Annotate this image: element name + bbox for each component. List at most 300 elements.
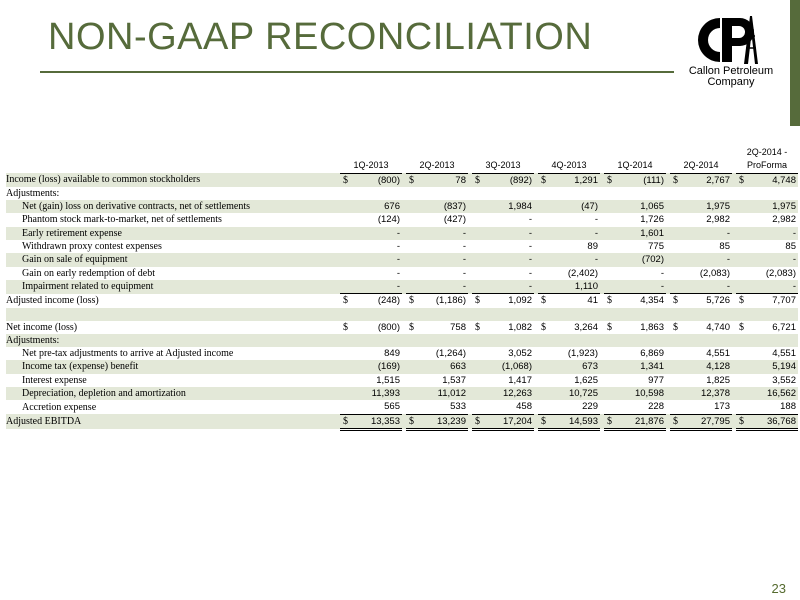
- row-label: Withdrawn proxy contest expenses: [22, 241, 162, 253]
- table-cell: 2,982: [706, 214, 730, 226]
- currency-symbol: [472, 187, 482, 200]
- table-row: [6, 321, 798, 334]
- table-cell: 13,239: [416, 414, 468, 429]
- column-header: [670, 146, 732, 159]
- table-header-row: [6, 159, 798, 173]
- table-cell: 228: [648, 401, 664, 413]
- table-cell: -: [548, 227, 600, 240]
- currency-symbol: [406, 213, 416, 226]
- currency-symbol: [736, 227, 746, 240]
- table-cell: [416, 308, 468, 321]
- table-cell: [416, 334, 468, 347]
- table-cell: 1,984: [482, 200, 534, 213]
- currency-symbol: [472, 280, 482, 294]
- row-label: Net (gain) loss on derivative contracts, net of settlements: [6, 200, 340, 213]
- table-cell: [548, 187, 600, 200]
- currency-symbol: [736, 308, 746, 321]
- table-cell: [482, 308, 534, 321]
- currency-symbol: [472, 374, 482, 387]
- currency-symbol: $: [472, 173, 482, 187]
- currency-symbol: [604, 374, 614, 387]
- currency-symbol: $: [406, 414, 416, 429]
- currency-symbol: [406, 267, 416, 280]
- currency-symbol: [340, 308, 350, 321]
- currency-symbol: [736, 240, 746, 253]
- currency-symbol: $: [736, 294, 746, 308]
- table-cell: 12,378: [680, 387, 732, 400]
- table-cell: 1,082: [508, 321, 532, 333]
- currency-symbol: [604, 308, 614, 321]
- currency-symbol: [406, 240, 416, 253]
- table-cell: -: [350, 253, 402, 266]
- column-header: ProForma: [736, 159, 798, 173]
- table-cell: 458: [516, 401, 532, 413]
- table-cell: 4,128: [680, 360, 732, 373]
- table-cell: -: [548, 253, 600, 266]
- table-cell: (169): [350, 360, 402, 373]
- table-cell: 1,975: [680, 200, 732, 213]
- table-row: [6, 240, 798, 253]
- slide-title: NON-GAAP RECONCILIATION: [48, 16, 593, 58]
- currency-symbol: [736, 280, 746, 294]
- table-cell: -: [680, 280, 732, 294]
- table-cell: 6,869: [640, 348, 664, 360]
- currency-symbol: [472, 308, 482, 321]
- table-row: [6, 187, 798, 200]
- currency-symbol: [406, 374, 416, 387]
- currency-symbol: $: [670, 294, 680, 308]
- currency-symbol: [340, 334, 350, 347]
- table-cell: 188: [780, 401, 796, 413]
- table-cell: 1,625: [574, 374, 598, 386]
- currency-symbol: [538, 253, 548, 266]
- table-cell: 1,065: [614, 200, 666, 213]
- callon-cp-derrick-logo-icon: [680, 12, 780, 68]
- table-cell: -: [416, 280, 468, 294]
- currency-symbol: [736, 347, 746, 360]
- table-cell: 775: [648, 241, 664, 253]
- table-cell: [614, 334, 666, 347]
- table-cell: 11,393: [350, 387, 402, 400]
- table-cell: 2,982: [772, 214, 796, 226]
- column-header: 1Q-2014: [604, 159, 666, 173]
- table-cell: 1,417: [508, 374, 532, 386]
- logo-line-2: Company: [707, 76, 755, 88]
- table-row: [6, 387, 798, 400]
- currency-symbol: [604, 213, 614, 226]
- currency-symbol: $: [472, 294, 482, 308]
- currency-symbol: [670, 253, 680, 266]
- table-cell: 1,291: [548, 173, 600, 187]
- currency-symbol: [406, 253, 416, 266]
- row-label: Depreciation, depletion and amortization: [6, 387, 340, 400]
- currency-symbol: [340, 400, 350, 414]
- currency-symbol: [604, 280, 614, 294]
- table-cell: -: [482, 227, 534, 240]
- table-cell: [680, 308, 732, 321]
- table-row: [6, 227, 798, 240]
- currency-symbol: [538, 308, 548, 321]
- currency-symbol: [406, 360, 416, 373]
- table-row: [6, 308, 798, 321]
- currency-symbol: $: [604, 173, 614, 187]
- table-cell: -: [350, 280, 402, 294]
- table-cell: 1,825: [706, 374, 730, 386]
- table-cell: 41: [548, 294, 600, 308]
- table-cell: -: [416, 253, 468, 266]
- table-row: [6, 253, 798, 266]
- currency-symbol: [604, 240, 614, 253]
- currency-symbol: [406, 347, 416, 360]
- table-cell: 85: [719, 241, 730, 253]
- table-cell: -: [746, 280, 798, 294]
- currency-symbol: [736, 213, 746, 226]
- currency-symbol: [406, 227, 416, 240]
- table-row: [6, 200, 798, 213]
- row-label: Adjusted EBITDA: [6, 414, 340, 429]
- table-cell: -: [594, 214, 598, 226]
- table-cell: 1,110: [548, 280, 600, 294]
- table-cell: [482, 334, 534, 347]
- column-header: [406, 146, 468, 159]
- currency-symbol: [406, 308, 416, 321]
- column-header: 2Q-2014: [670, 159, 732, 173]
- currency-symbol: [670, 227, 680, 240]
- table-cell: (1,264): [435, 348, 466, 360]
- currency-symbol: $: [538, 414, 548, 429]
- column-header: [340, 146, 402, 159]
- currency-symbol: [670, 213, 680, 226]
- table-cell: [350, 334, 402, 347]
- table-cell: (248): [350, 294, 402, 308]
- currency-symbol: [736, 200, 746, 213]
- table-cell: 16,562: [746, 387, 798, 400]
- currency-symbol: [604, 334, 614, 347]
- table-cell: -: [462, 267, 466, 279]
- table-cell: [746, 187, 798, 200]
- table-cell: (1,923): [567, 348, 598, 360]
- table-cell: 10,725: [548, 387, 600, 400]
- currency-symbol: [670, 360, 680, 373]
- currency-symbol: [736, 360, 746, 373]
- table-cell: 12,263: [482, 387, 534, 400]
- table-cell: 1,601: [614, 227, 666, 240]
- currency-symbol: [670, 400, 680, 414]
- currency-symbol: $: [340, 414, 350, 429]
- currency-symbol: $: [541, 321, 546, 333]
- table-cell: 1,092: [482, 294, 534, 308]
- table-cell: 3,264: [574, 321, 598, 333]
- table-cell: [680, 334, 732, 347]
- table-cell: (427): [443, 214, 466, 226]
- currency-symbol: [472, 334, 482, 347]
- table-cell: 4,354: [614, 294, 666, 308]
- table-row: [6, 414, 798, 429]
- currency-symbol: [538, 213, 548, 226]
- currency-symbol: [736, 187, 746, 200]
- currency-symbol: [406, 280, 416, 294]
- currency-symbol: [472, 213, 482, 226]
- table-cell: [548, 308, 600, 321]
- table-cell: -: [614, 280, 666, 294]
- currency-symbol: [604, 400, 614, 414]
- table-cell: 977: [648, 374, 664, 386]
- row-label: Income (loss) available to common stockholders: [6, 173, 340, 187]
- column-header: 3Q-2013: [472, 159, 534, 173]
- currency-symbol: $: [472, 414, 482, 429]
- table-cell: 3,552: [772, 374, 796, 386]
- currency-symbol: [340, 200, 350, 213]
- currency-symbol: [538, 187, 548, 200]
- table-header-row: [6, 146, 798, 159]
- currency-symbol: $: [538, 173, 548, 187]
- column-header: 1Q-2013: [340, 159, 402, 173]
- column-header: 4Q-2013: [538, 159, 600, 173]
- table-cell: -: [746, 227, 798, 240]
- row-label: Net income (loss): [6, 321, 78, 333]
- currency-symbol: $: [673, 321, 678, 333]
- currency-symbol: [406, 187, 416, 200]
- table-cell: 10,598: [614, 387, 666, 400]
- row-label: Phantom stock mark-to-market, net of settlements: [22, 214, 222, 226]
- currency-symbol: [670, 280, 680, 294]
- currency-symbol: [340, 387, 350, 400]
- table-cell: (837): [416, 200, 468, 213]
- table-cell: 14,593: [548, 414, 600, 429]
- table-row: [6, 334, 798, 347]
- currency-symbol: [340, 213, 350, 226]
- table-cell: [614, 308, 666, 321]
- table-cell: 1,341: [614, 360, 666, 373]
- table-cell: 27,795: [680, 414, 732, 429]
- currency-symbol: [670, 334, 680, 347]
- currency-symbol: $: [340, 294, 350, 308]
- currency-symbol: [736, 387, 746, 400]
- currency-symbol: [736, 253, 746, 266]
- currency-symbol: [472, 387, 482, 400]
- table-cell: 758: [450, 321, 466, 333]
- title-divider: [40, 71, 674, 73]
- currency-symbol: [472, 360, 482, 373]
- currency-symbol: [472, 347, 482, 360]
- currency-symbol: [604, 200, 614, 213]
- currency-symbol: [472, 267, 482, 280]
- table-row: [6, 360, 798, 373]
- table-cell: -: [660, 267, 664, 279]
- table-cell: -: [462, 241, 466, 253]
- currency-symbol: [538, 240, 548, 253]
- table-cell: -: [396, 267, 400, 279]
- currency-symbol: $: [409, 321, 414, 333]
- table-cell: 78: [416, 173, 468, 187]
- column-header: 2Q-2014 -: [746, 147, 788, 157]
- table-cell: 17,204: [482, 414, 534, 429]
- table-cell: [350, 308, 402, 321]
- table-cell: -: [680, 227, 732, 240]
- table-cell: 89: [587, 241, 598, 253]
- table-cell: (124): [377, 214, 400, 226]
- currency-symbol: [340, 227, 350, 240]
- currency-symbol: [538, 227, 548, 240]
- currency-symbol: [340, 360, 350, 373]
- currency-symbol: $: [604, 414, 614, 429]
- currency-symbol: [472, 200, 482, 213]
- table-cell: -: [416, 227, 468, 240]
- table-cell: 2,767: [680, 173, 732, 187]
- table-cell: -: [350, 227, 402, 240]
- table-cell: 676: [350, 200, 402, 213]
- logo-wordmark: [676, 66, 786, 88]
- currency-symbol: [736, 400, 746, 414]
- table-cell: 4,740: [706, 321, 730, 333]
- accent-bar: [790, 0, 800, 126]
- table-cell: -: [482, 280, 534, 294]
- currency-symbol: [670, 347, 680, 360]
- currency-symbol: [340, 374, 350, 387]
- row-label: Gain on early redemption of debt: [22, 267, 156, 279]
- table-cell: 673: [548, 360, 600, 373]
- table-row: [6, 294, 798, 308]
- column-header: 2Q-2013: [406, 159, 468, 173]
- currency-symbol: [340, 347, 350, 360]
- table-cell: (1,186): [416, 294, 468, 308]
- currency-symbol: $: [604, 294, 614, 308]
- table-cell: [746, 334, 798, 347]
- row-label: Gain on sale of equipment: [6, 253, 340, 266]
- currency-symbol: [538, 387, 548, 400]
- table-cell: [614, 187, 666, 200]
- currency-symbol: [736, 267, 746, 280]
- currency-symbol: [604, 387, 614, 400]
- table-cell: -: [396, 241, 400, 253]
- table-cell: 565: [384, 401, 400, 413]
- column-header: [472, 146, 534, 159]
- currency-symbol: [670, 240, 680, 253]
- currency-symbol: [538, 374, 548, 387]
- table-row: [6, 280, 798, 294]
- table-cell: -: [528, 267, 532, 279]
- row-label: Accretion expense: [22, 401, 97, 413]
- table-cell: [746, 308, 798, 321]
- table-cell: (2,402): [567, 267, 598, 279]
- logo-line-1: Callon Petroleum: [688, 65, 774, 77]
- table-cell: 21,876: [614, 414, 666, 429]
- currency-symbol: $: [406, 294, 416, 308]
- currency-symbol: [670, 200, 680, 213]
- table-cell: 173: [714, 401, 730, 413]
- table-cell: (111): [614, 173, 666, 187]
- table-cell: 1,975: [746, 200, 798, 213]
- table-cell: (1,068): [482, 360, 534, 373]
- currency-symbol: [670, 308, 680, 321]
- currency-symbol: $: [343, 321, 348, 333]
- table-cell: 5,726: [680, 294, 732, 308]
- currency-symbol: [736, 334, 746, 347]
- currency-symbol: $: [739, 321, 744, 333]
- table-cell: (2,083): [765, 267, 796, 279]
- currency-symbol: $: [475, 321, 480, 333]
- table-cell: 6,721: [772, 321, 796, 333]
- table-cell: -: [680, 253, 732, 266]
- row-label: Interest expense: [22, 374, 87, 386]
- row-label: Impairment related to equipment: [6, 280, 340, 294]
- currency-symbol: [604, 187, 614, 200]
- currency-symbol: [604, 253, 614, 266]
- currency-symbol: [472, 400, 482, 414]
- table-cell: 85: [785, 241, 796, 253]
- table-cell: [548, 334, 600, 347]
- row-label: Adjustments:: [6, 334, 340, 347]
- currency-symbol: $: [538, 294, 548, 308]
- table-cell: 1,726: [640, 214, 664, 226]
- row-label: Early retirement expense: [6, 227, 340, 240]
- table-cell: 13,353: [350, 414, 402, 429]
- table-cell: -: [746, 253, 798, 266]
- table-cell: (702): [614, 253, 666, 266]
- currency-symbol: [340, 187, 350, 200]
- currency-symbol: [736, 374, 746, 387]
- table-cell: 5,194: [746, 360, 798, 373]
- currency-symbol: [670, 387, 680, 400]
- row-label: Income tax (expense) benefit: [6, 360, 340, 373]
- table-cell: (892): [482, 173, 534, 187]
- currency-symbol: [604, 267, 614, 280]
- currency-symbol: [670, 374, 680, 387]
- currency-symbol: [538, 280, 548, 294]
- currency-symbol: [538, 347, 548, 360]
- table-row: [6, 173, 798, 187]
- currency-symbol: [604, 347, 614, 360]
- table-cell: 4,748: [746, 173, 798, 187]
- table-cell: 36,768: [746, 414, 798, 429]
- table-cell: [350, 187, 402, 200]
- currency-symbol: [472, 227, 482, 240]
- currency-symbol: [538, 360, 548, 373]
- currency-symbol: [406, 334, 416, 347]
- table-cell: 533: [450, 401, 466, 413]
- column-header: [538, 146, 600, 159]
- currency-symbol: $: [607, 321, 612, 333]
- currency-symbol: [670, 267, 680, 280]
- currency-symbol: [406, 387, 416, 400]
- table-cell: 4,551: [706, 348, 730, 360]
- currency-symbol: [538, 334, 548, 347]
- currency-symbol: $: [670, 173, 680, 187]
- currency-symbol: $: [340, 173, 350, 187]
- table-cell: 229: [582, 401, 598, 413]
- currency-symbol: [472, 240, 482, 253]
- table-row: [6, 213, 798, 226]
- row-label: Adjustments:: [6, 187, 60, 199]
- currency-symbol: $: [736, 414, 746, 429]
- page-number: 23: [771, 581, 786, 596]
- column-header: [604, 146, 666, 159]
- table-cell: 849: [384, 348, 400, 360]
- row-label: Adjusted income (loss): [6, 295, 99, 307]
- table-row: [6, 400, 798, 414]
- table-cell: (2,083): [699, 267, 730, 279]
- currency-symbol: [604, 360, 614, 373]
- table-row: [6, 374, 798, 387]
- currency-symbol: $: [406, 173, 416, 187]
- currency-symbol: [406, 400, 416, 414]
- currency-symbol: [670, 187, 680, 200]
- table-cell: 3,052: [508, 348, 532, 360]
- row-label: [6, 308, 340, 321]
- currency-symbol: [472, 253, 482, 266]
- table-cell: 1,537: [442, 374, 466, 386]
- currency-symbol: $: [670, 414, 680, 429]
